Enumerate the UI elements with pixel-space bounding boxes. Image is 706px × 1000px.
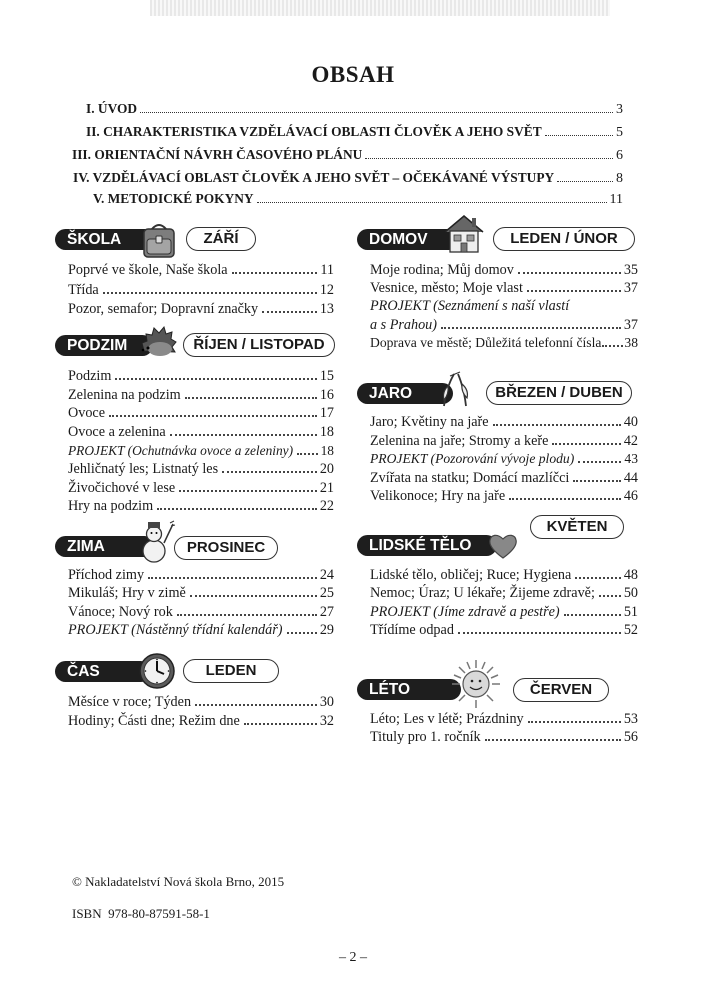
leader-dots (185, 396, 317, 399)
leader-dots (485, 738, 621, 741)
toc-entry-project[interactable] (370, 451, 638, 467)
leader-dots (578, 460, 621, 463)
toc-entry[interactable] (370, 567, 638, 584)
entry-label: Živočichové v lese (68, 480, 176, 496)
toc-entry[interactable] (370, 488, 638, 505)
snowman-icon (136, 518, 176, 564)
entry-page: 30 (319, 694, 334, 710)
entry-label: Jehličnatý les; Listnatý les (68, 461, 219, 477)
toc-entry[interactable] (68, 585, 334, 602)
toc-label: V. METODICKÉ POKYNY (93, 191, 254, 206)
toc-entry[interactable] (370, 622, 638, 639)
toc-row[interactable] (86, 101, 623, 118)
entry-page: 21 (319, 480, 334, 496)
toc-entry[interactable] (68, 301, 334, 318)
month-badge-leto: ČERVEN (513, 678, 609, 702)
leader-dots (115, 377, 316, 380)
entry-label: Nemoc; Úraz; U lékaře; Žijeme zdravě; (370, 585, 595, 601)
isbn-text: ISBN 978-80-87591-58-1 (72, 906, 210, 921)
month-badge-domov: LEDEN / ÚNOR (493, 227, 635, 251)
toc-entry[interactable] (68, 567, 334, 584)
school-bag-icon (139, 220, 179, 260)
month-badge-jaro: BŘEZEN / DUBEN (486, 381, 632, 405)
leader-dots (552, 442, 620, 445)
entry-page: 38 (624, 335, 638, 350)
leader-dots (509, 497, 621, 500)
leader-dots (190, 594, 317, 597)
toc-entry[interactable] (68, 387, 334, 404)
toc-entry[interactable] (370, 280, 638, 297)
entry-page: 13 (319, 301, 334, 317)
entry-label: Mikuláš; Hry v zimě (68, 585, 186, 601)
section-title-skola: ŠKOLA (55, 229, 159, 250)
entry-label: Lidské tělo, obličej; Ruce; Hygiena (370, 567, 572, 583)
section-title-jaro: JARO (357, 383, 453, 404)
toc-entry[interactable] (68, 604, 334, 621)
entry-page: 17 (319, 405, 334, 421)
toc-entry[interactable] (68, 282, 334, 299)
leader-dots (195, 703, 317, 706)
entry-label: Moje rodina; Můj domov (370, 262, 514, 278)
toc-page: 8 (616, 171, 623, 186)
entry-page: 15 (319, 368, 334, 384)
toc-entry[interactable] (68, 694, 334, 711)
toc-entry[interactable] (68, 461, 334, 478)
leader-dots (257, 201, 607, 203)
toc-label: IV. VZDĚLÁVACÍ OBLAST ČLOVĚK A JEHO SVĚT – OČEKÁVANÉ VÝSTUPY (73, 170, 555, 185)
entry-page: 40 (623, 414, 638, 430)
leader-dots (527, 289, 621, 292)
entry-label: Poprvé ve škole, Naše škola (68, 262, 228, 278)
toc-entry[interactable] (370, 335, 638, 351)
entry-label: a s Prahou) (370, 317, 437, 333)
section-title-telo: LIDSKÉ TĚLO (357, 535, 497, 556)
leader-dots (545, 134, 613, 136)
toc-row[interactable] (86, 124, 623, 141)
entry-page: 50 (623, 585, 638, 601)
copyright-text: © Nakladatelství Nová škola Brno, 2015 (72, 874, 285, 889)
page-title: OBSAH (311, 62, 395, 87)
entry-label: Ovoce (68, 405, 106, 421)
entry-label: Měsíce v roce; Týden (68, 694, 192, 710)
leader-dots (170, 433, 317, 436)
entry-page: 11 (320, 262, 334, 278)
entry-label: Příchod zimy (68, 567, 145, 583)
leader-dots (287, 631, 317, 634)
toc-row[interactable] (73, 170, 623, 187)
leader-dots (177, 613, 317, 616)
toc-label: I. ÚVOD (86, 101, 138, 116)
hedgehog-icon (138, 325, 178, 359)
toc-entry[interactable] (370, 711, 638, 728)
entry-page: 27 (319, 604, 334, 620)
toc-entry-project[interactable] (68, 443, 334, 459)
month-badge-telo: KVĚTEN (530, 515, 624, 539)
leader-dots (602, 344, 623, 347)
entry-label: Doprava ve městě; Důležitá telefonní čísla (370, 335, 602, 350)
entry-page: 56 (623, 729, 638, 745)
entry-page: 16 (319, 387, 334, 403)
month-badge-skola: ZÁŘÍ (186, 227, 256, 251)
toc-entry-project[interactable] (370, 604, 638, 621)
entry-page: 25 (319, 585, 334, 601)
section-title-zima: ZIMA (55, 536, 155, 557)
toc-entry[interactable] (370, 262, 638, 279)
heart-icon (488, 532, 518, 560)
entry-page: 42 (623, 433, 638, 449)
toc-row[interactable] (72, 147, 623, 164)
toc-entry[interactable] (68, 480, 334, 497)
leader-dots (179, 489, 317, 492)
toc-page: 5 (616, 125, 623, 140)
toc-entry-project-cont[interactable] (370, 317, 638, 334)
month-badge-zima: PROSINEC (174, 536, 278, 560)
leader-dots (244, 722, 317, 725)
entry-label: Pozor, semafor; Dopravní značky (68, 301, 259, 317)
entry-page: 37 (623, 280, 638, 296)
toc-row[interactable] (93, 191, 623, 208)
entry-page: 43 (624, 451, 638, 466)
leader-dots (157, 507, 317, 510)
leader-dots (262, 310, 317, 313)
entry-page: 18 (320, 443, 334, 458)
leader-dots (148, 576, 317, 579)
leader-dots (599, 594, 621, 597)
leader-dots (441, 326, 621, 329)
entry-page: 53 (623, 711, 638, 727)
entry-page: 44 (623, 470, 638, 486)
leader-dots (518, 271, 621, 274)
section-title-podzim: PODZIM (55, 335, 153, 356)
leader-dots (140, 111, 613, 113)
entry-label: Vesnice, město; Moje vlast (370, 280, 523, 296)
toc-page: 3 (616, 102, 623, 117)
entry-label: Ovoce a zelenina (68, 424, 166, 440)
toc-entry[interactable] (370, 433, 638, 450)
toc-entry[interactable] (68, 405, 334, 422)
snowdrop-icon (436, 366, 476, 408)
toc-entry-project[interactable] (68, 622, 334, 639)
toc-entry[interactable] (68, 498, 334, 515)
toc-entry-project[interactable]: PROJEKT (Seznámení s naší vlastí (370, 298, 570, 314)
leader-dots (575, 576, 620, 579)
toc-label: III. ORIENTAČNÍ NÁVRH ČASOVÉHO PLÁNU (72, 147, 363, 162)
entry-label: Zelenina na podzim (68, 387, 181, 403)
leader-dots (232, 271, 318, 274)
entry-label: Velikonoce; Hry na jaře (370, 488, 506, 504)
leader-dots (458, 631, 621, 634)
entry-label: PROJEKT (Nástěnný třídní kalendář) (68, 622, 283, 638)
entry-page: 37 (623, 317, 638, 333)
entry-label: Hry na podzim (68, 498, 154, 514)
entry-label: PROJEKT (Ochutnávka ovoce a zeleniny) (68, 443, 294, 458)
entry-label: Léto; Les v létě; Prázdniny (370, 711, 524, 727)
entry-label: Tituly pro 1. ročník (370, 729, 481, 745)
entry-page: 51 (623, 604, 638, 620)
leader-dots (528, 720, 621, 723)
entry-page: 22 (319, 498, 334, 514)
entry-label: Podzim (68, 368, 112, 384)
section-title-domov: DOMOV (357, 229, 459, 250)
entry-page: 32 (319, 713, 334, 729)
entry-page: 20 (319, 461, 334, 477)
entry-page: 24 (319, 567, 334, 583)
entry-label: PROJEKT (Pozorování vývoje plodu) (370, 451, 575, 466)
leader-dots (103, 291, 317, 294)
leader-dots (109, 414, 317, 417)
entry-page: 48 (623, 567, 638, 583)
clock-icon (138, 652, 176, 690)
toc-entry[interactable] (68, 713, 334, 730)
toc-label: II. CHARAKTERISTIKA VZDĚLÁVACÍ OBLASTI ČLOVĚK A JEHO SVĚT (86, 124, 542, 139)
leader-dots (365, 157, 613, 159)
leader-dots (222, 470, 317, 473)
entry-page: 35 (623, 262, 638, 278)
house-icon (442, 212, 486, 254)
toc-entry[interactable] (68, 368, 334, 385)
toc-page: 6 (616, 148, 623, 163)
entry-label: Třídíme odpad (370, 622, 454, 638)
toc-entry[interactable] (370, 470, 638, 487)
toc-page: 11 (609, 192, 623, 207)
toc-entry[interactable] (370, 414, 638, 431)
entry-page: 29 (319, 622, 334, 638)
entry-label: Vánoce; Nový rok (68, 604, 173, 620)
leader-dots (297, 452, 318, 455)
entry-page: 12 (319, 282, 334, 298)
toc-entry[interactable] (370, 729, 638, 746)
leader-dots (557, 180, 613, 182)
entry-label: Třída (68, 282, 99, 298)
entry-page: 18 (319, 424, 334, 440)
month-badge-cas: LEDEN (183, 659, 279, 683)
leader-dots (493, 423, 621, 426)
leader-dots (573, 479, 620, 482)
sun-icon (450, 658, 502, 710)
page-number: – 2 – (339, 950, 367, 965)
toc-entry[interactable] (68, 262, 334, 279)
toc-entry[interactable] (68, 424, 334, 441)
toc-entry[interactable] (370, 585, 638, 602)
entry-page: 46 (623, 488, 638, 504)
top-scan-band (150, 0, 610, 16)
leader-dots (564, 613, 621, 616)
section-title-leto: LÉTO (357, 679, 461, 700)
section-title-cas: ČAS (55, 661, 151, 682)
entry-label: Hodiny; Části dne; Režim dne (68, 713, 240, 729)
entry-label: Zelenina na jaře; Stromy a keře (370, 433, 549, 449)
entry-page: 52 (623, 622, 638, 638)
entry-label: PROJEKT (Jíme zdravě a pestře) (370, 604, 560, 620)
entry-label: Jaro; Květiny na jaře (370, 414, 489, 430)
month-badge-podzim: ŘÍJEN / LISTOPAD (183, 333, 335, 357)
entry-label: Zvířata na statku; Domácí mazlíčci (370, 470, 570, 486)
